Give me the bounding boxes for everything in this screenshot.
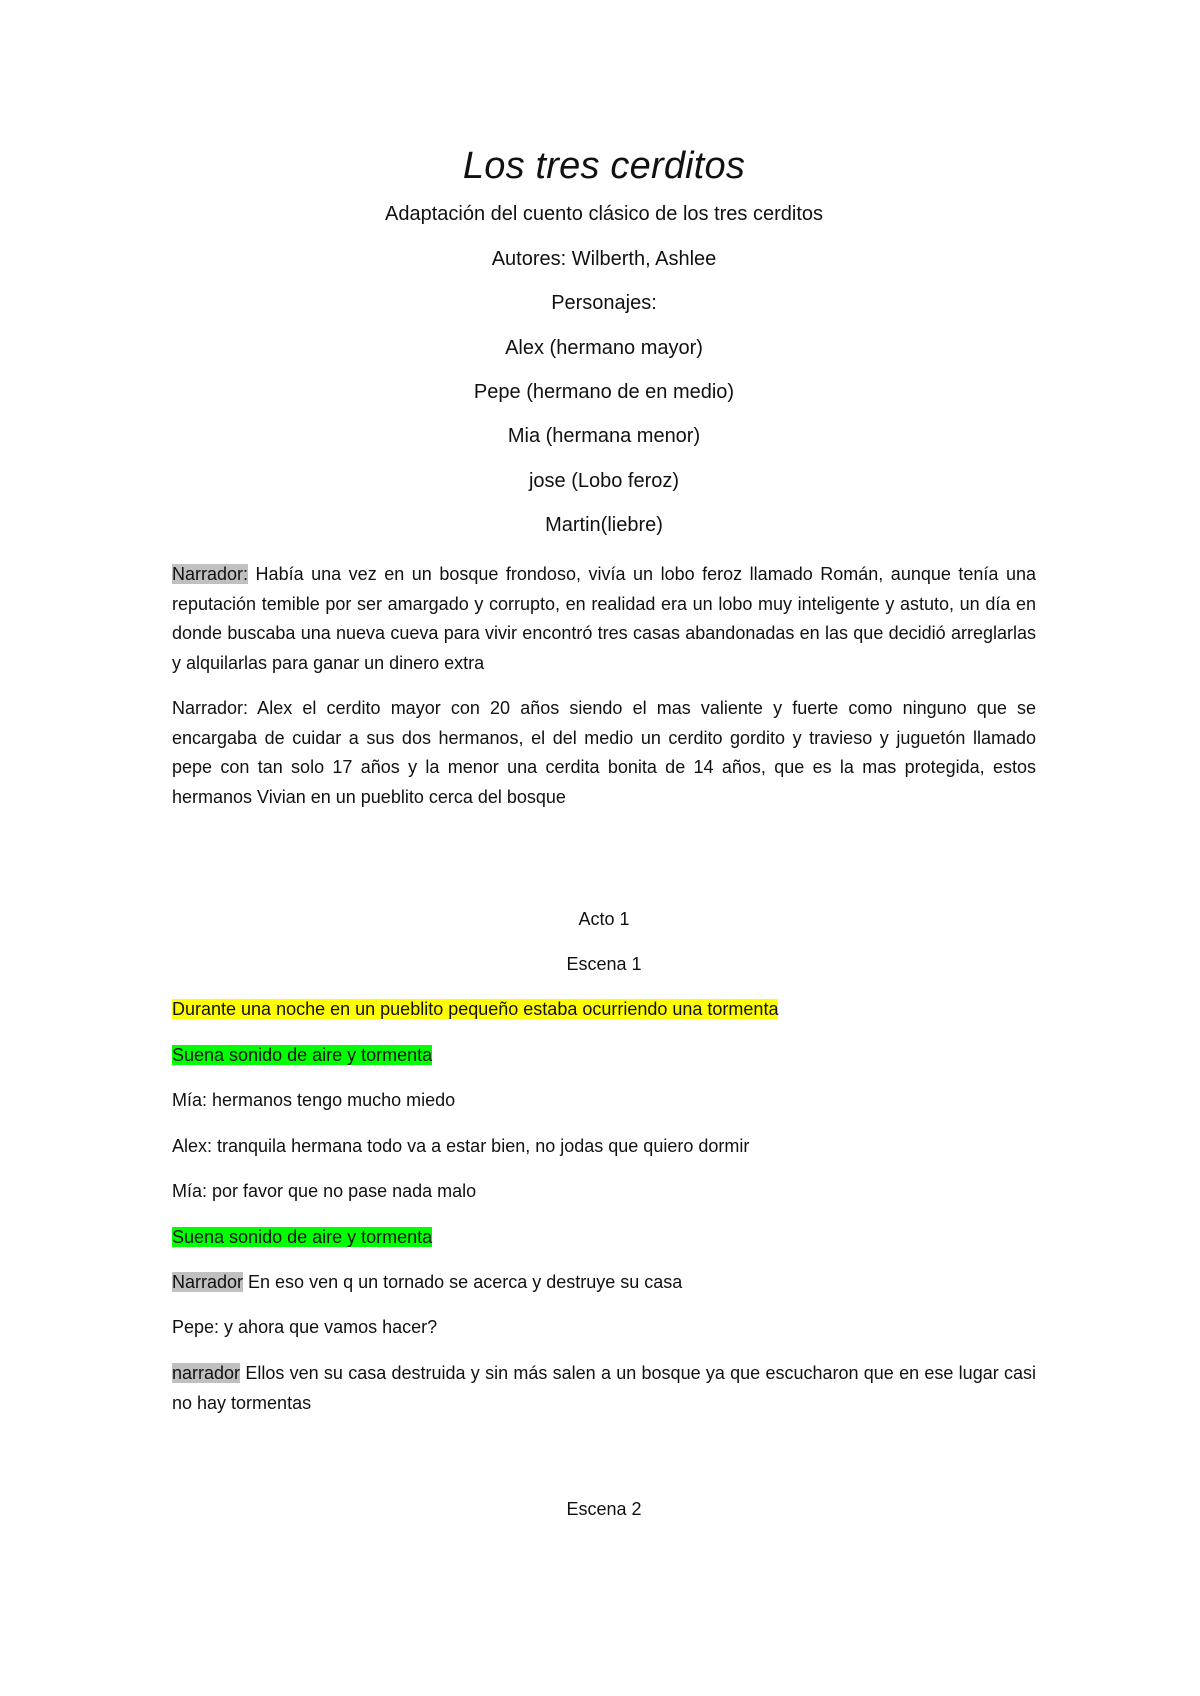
intro-paragraph <box>172 560 1036 678</box>
intro-paragraph <box>172 694 1036 812</box>
speaker-label: Narrador: <box>172 564 249 584</box>
scene-heading: Escena 1 <box>566 954 642 974</box>
characters-heading: Personajes: <box>551 292 657 314</box>
sound-cue-text: Suena sonido de aire y tormenta <box>172 1045 433 1065</box>
dialogue-line: Pepe: y ahora que vamos hacer? <box>172 1317 438 1337</box>
sound-cue <box>172 1045 1036 1066</box>
character-item: Mia (hermana menor) <box>507 425 701 447</box>
speaker-label: Narrador <box>172 1272 244 1292</box>
dialogue-line: Mía: hermanos tengo mucho miedo <box>172 1090 456 1110</box>
paragraph-text: Había una vez en un bosque frondoso, vivía un lobo feroz llamado Román, aunque tenía una reputación temible por ser amargado y corrupto, en realidad era un lobo muy inteligente y astuto, un día en donde buscaba una nueva cueva para vivir encontró tres casas abandonadas en las que decidió arreglarlas y alquilarlas para ganar un dinero extra <box>172 564 1036 673</box>
dialogue-line: Mía: por favor que no pase nada malo <box>172 1181 477 1201</box>
narration-line <box>172 1272 1036 1293</box>
sound-cue <box>172 1227 1036 1248</box>
scene-heading: Escena 2 <box>566 1499 642 1519</box>
character-item: Alex (hermano mayor) <box>505 337 703 359</box>
paragraph-text: Narrador: Alex el cerdito mayor con 20 años siendo el mas valiente y fuerte como ninguno que se encargaba de cuidar a sus dos hermanos, el del medio un cerdito gordito y travieso y juguetón llamado pepe con tan solo 17 años y la menor una cerdita bonita de 14 años, que es la mas protegida, estos hermanos Vivian en un pueblito cerca del bosque <box>172 698 1036 807</box>
character-item: Martin(liebre) <box>545 514 663 536</box>
document-subtitle: Adaptación del cuento clásico de los tres cerditos <box>384 203 824 225</box>
narration-line <box>172 1359 1036 1418</box>
narration-text: Ellos ven su casa destruida y sin más salen a un bosque ya que escucharon que en ese lugar casi no hay tormentas <box>172 1363 1036 1413</box>
character-item: Pepe (hermano de en medio) <box>473 381 735 403</box>
stage-direction-text: Durante una noche en un pueblito pequeño estaba ocurriendo una tormenta <box>172 999 779 1019</box>
dialogue-line: Alex: tranquila hermana todo va a estar bien, no jodas que quiero dormir <box>172 1136 750 1156</box>
act-heading: Acto 1 <box>578 909 630 929</box>
stage-direction <box>172 999 1036 1020</box>
sound-cue-text: Suena sonido de aire y tormenta <box>172 1227 433 1247</box>
speaker-label: narrador <box>172 1363 241 1383</box>
authors-line: Autores: Wilberth, Ashlee <box>491 248 717 270</box>
document-title: Los tres cerditos <box>462 145 746 187</box>
character-item: jose (Lobo feroz) <box>528 470 680 492</box>
narration-text: En eso ven q un tornado se acerca y destruye su casa <box>243 1272 683 1292</box>
